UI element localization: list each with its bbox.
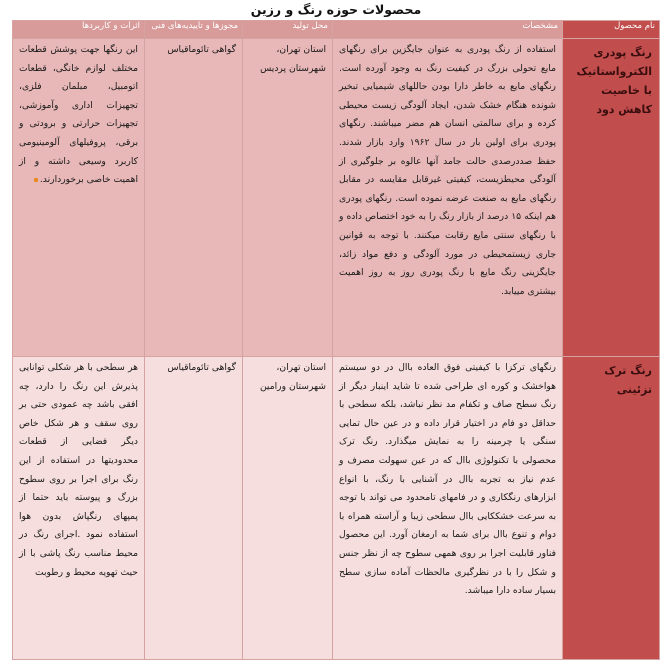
table-row — [13, 39, 660, 357]
header-place: محل تولید — [243, 21, 333, 39]
header-permits: مجوزها و تاییدیه‌های فنی — [145, 21, 243, 39]
production-place: استان تهران، شهرستان پردیس — [243, 39, 333, 357]
header-desc: مشخصات — [333, 21, 563, 39]
effects-text: هر سطحی با هر شکلی توانایی پذیرش این رنگ را دارد، چه افقی باشد چه عمودی حتی بر روی سقف و هر شکل خاص دیگر فضایی از قطعات محدودیتها در استفاده از این رنگ برای اجرا بر روی سطوح بزرگ و پیوسته باید حتما از پمپهای رنگپاش بدون هوا استفاده نمود .اجرای رنگ در محیط مناسب رنگ پاشی با از حیث تهویه محیط و رطوبت — [19, 362, 138, 578]
technical-permits: گواهی تائوماقیاس — [145, 39, 243, 357]
product-name: رنگ پودری الکترواستاتیک با خاصیت کاهش دود — [576, 46, 652, 116]
product-name-cell — [563, 357, 660, 660]
table-header-row — [13, 21, 660, 39]
products-table — [12, 20, 660, 660]
bullet-icon — [34, 178, 38, 182]
product-description: رنگهای ترکزا با کیفیتی فوق العاده باال در دو سیستم هواخشک و کوره ای طراحی شده تا شاید اینبار دیگر از رنگ سطح صاف و تکفام مد نظر نباشد، بلکه سطحی با حداقل دو فام در اختیار قرار داده و در عین حال تمایی سنگی یا چرمینه را به نمایش میگذارد. رنگ ترک محصولی با تکنولوژی باال که در عین سهولت مصرف و عدم نیاز به تجربه باال در آشنایی با رنگ، با انواع ابزارهای رنگکاری و در فامهای تامحدود می تواند با توجه به سرعت خشککایی باال سطحی زیبا و آراسته همراه با دوام و تنوع باال برای شما به ارمغان آورد. این محصول فناور قابلیت اجرا بر روی همهی سطوح چه از نظر جنس و شکل را با در نظرگیری مالحظات آماده سازی سطح بسیار ساده دارا میباشد. — [333, 357, 563, 660]
product-name: رنگ ترک تزئینی — [604, 364, 652, 396]
product-description: استفاده از رنگ پودری به عنوان جایگزین برای رنگهای مایع تحولی بزرگ در کیفیت رنگ به وجود آورده است. رنگهای مایع به خاطر دارا بودن حاللهای شیمیایی تبخیر شونده هنگام خشک شدن، ایجاد آلودگی زیست محیطی کرده و برای سالمتی انسان هم مضر میباشند. رنگهای پودری برای اولین بار در سال ۱۹۶۲ وارد بازار شدند. حفظ صددرصدی حالت جامد آنها عالوه بر جلوگیری از آلودگی محیطزیست، کیفیتی غیرقابل مقایسه در مقابل رنگهای مایع به صنعت عرضه نموده است. رنگهای پودری هم اینکه ۱۵ درصد از بازار رنگ را به خود اختصاص داده و با رنگهای سنتی مایع رقابت میکنند. با توجه به قوانین جاری زیستمحیطی در مورد آلودگی و دفع مواد زائد، جایگزینی رنگ مایع با رنگ پودری روز به روز اهمیت بیشتری مییابد. — [333, 39, 563, 357]
technical-permits: گواهی تائوماقیاس — [145, 357, 243, 660]
product-name-cell — [563, 39, 660, 357]
effects-cell — [13, 39, 145, 357]
page-title: محصولات حوزه رنگ و رزین — [250, 2, 422, 17]
effects-text: این رنگها جهت پوشش قطعات مختلف لوازم خانگی، قطعات اتومبیل، مبلمان فلزی، تجهیزات اداری وآموزشی، تجهیزات حرارتی و برودتی و برقی، پروفیلهای آلومینیومی کاربرد وسیعی داشته و از اهمیت خاصی برخوردارند. — [19, 44, 138, 186]
production-place: استان تهران، شهرستان ورامین — [243, 357, 333, 660]
header-effects: اثرات و کاربردها — [13, 21, 145, 39]
table-row — [13, 357, 660, 660]
effects-cell — [13, 357, 145, 660]
header-name: نام محصول — [563, 21, 660, 39]
